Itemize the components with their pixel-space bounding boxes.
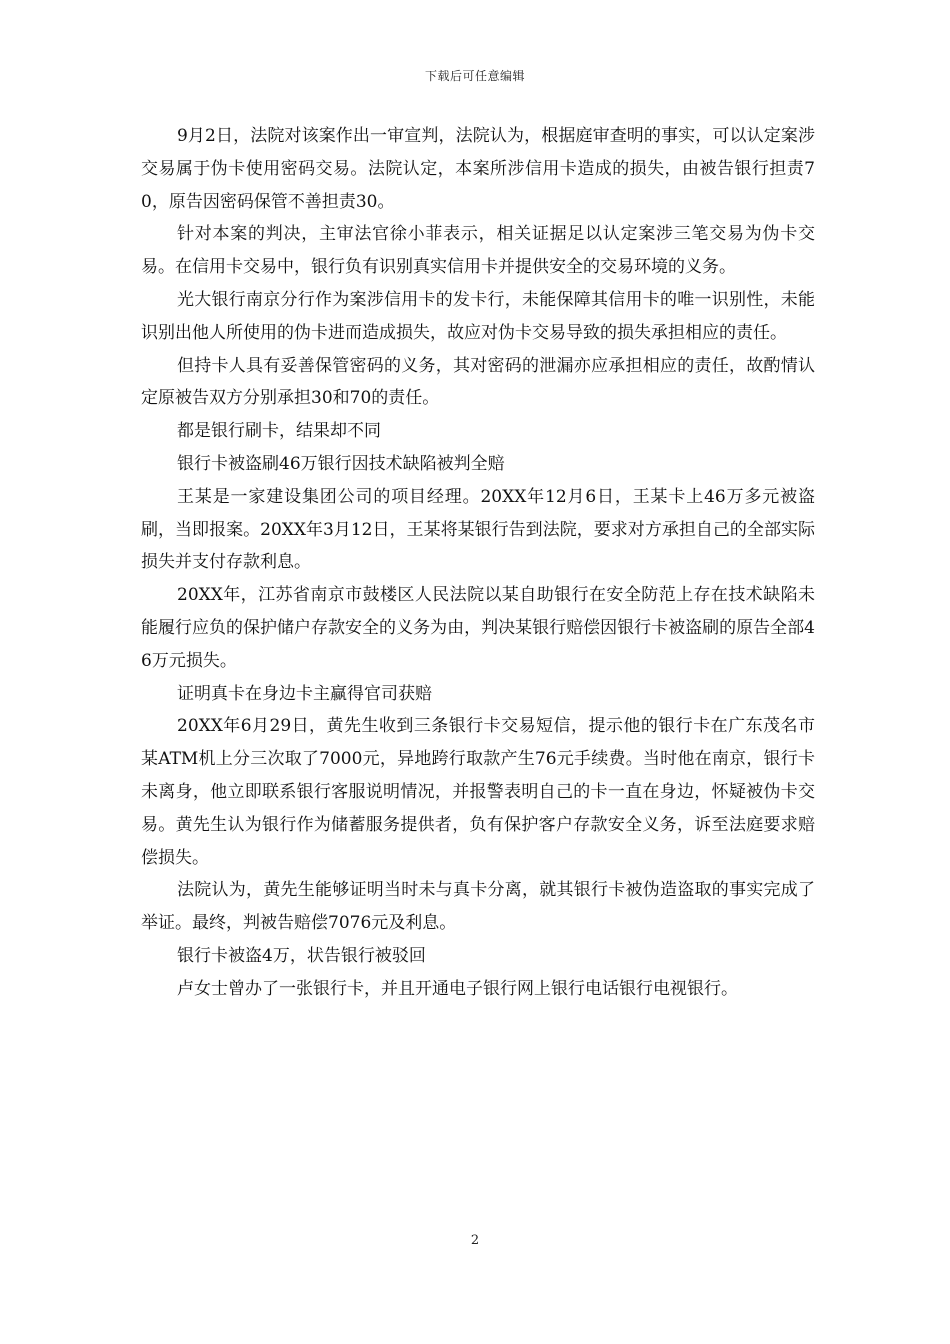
section-heading: 银行卡被盗刷46万银行因技术缺陷被判全赔 <box>177 453 505 474</box>
paragraph: 针对本案的判决，主审法官徐小菲表示，相关证据足以认定案涉三笔交易为伪卡交易。在信用卡交易中，银行负有识别真实信用卡并提供安全的交易环境的义务。 <box>141 224 815 278</box>
paragraph: 20XX年6月29日，黄先生收到三条银行卡交易短信，提示他的银行卡在广东茂名市某ATM机上分三次取了7000元，异地跨行取款产生76元手续费。当时他在南京，银行卡未离身，他立即联系银行客服说明情况，并报警表明自己的卡一直在身边，怀疑被伪卡交易。黄先生认为银行作为储蓄服务提供者，负有保护客户存款安全义务，诉至法庭要求赔偿损失。 <box>141 716 815 868</box>
paragraph: 光大银行南京分行作为案涉信用卡的发卡行，未能保障其信用卡的唯一识别性，未能识别出他人所使用的伪卡进而造成损失，故应对伪卡交易导致的损失承担相应的责任。 <box>141 289 815 343</box>
page-number: 2 <box>470 1233 480 1248</box>
paragraph: 20XX年，江苏省南京市鼓楼区人民法院以某自助银行在安全防范上存在技术缺陷未能履行应负的保护储户存款安全的义务为由，判决某银行赔偿因银行卡被盗刷的原告全部46万元损失。 <box>141 585 815 671</box>
paragraph: 王某是一家建设集团公司的项目经理。20XX年12月6日，王某卡上46万多元被盗刷，当即报案。20XX年3月12日，王某将某银行告到法院，要求对方承担自己的全部实际损失并支付存款利息。 <box>141 486 815 573</box>
paragraph: 卢女士曾办了一张银行卡，并且开通电子银行网上银行电话银行电视银行。 <box>177 978 738 999</box>
section-heading: 银行卡被盗4万，状告银行被驳回 <box>177 945 426 966</box>
page-header: 下载后可任意编辑 <box>424 69 525 83</box>
paragraph: 法院认为，黄先生能够证明当时未与真卡分离，就其银行卡被伪造盗取的事实完成了举证。最终，判被告赔偿7076元及利息。 <box>141 880 815 934</box>
document-body <box>141 120 815 1006</box>
paragraph: 但持卡人具有妥善保管密码的义务，其对密码的泄漏亦应承担相应的责任，故酌情认定原被告双方分别承担30和70的责任。 <box>141 355 815 409</box>
section-heading: 都是银行刷卡，结果却不同 <box>177 421 381 442</box>
paragraph: 9月2日，法院对该案作出一审宣判，法院认为，根据庭审查明的事实，可以认定案涉交易属于伪卡使用密码交易。法院认定，本案所涉信用卡造成的损失，由被告银行担责70，原告因密码保管不善担责30。 <box>141 126 815 212</box>
section-heading: 证明真卡在身边卡主赢得官司获赔 <box>177 683 432 704</box>
